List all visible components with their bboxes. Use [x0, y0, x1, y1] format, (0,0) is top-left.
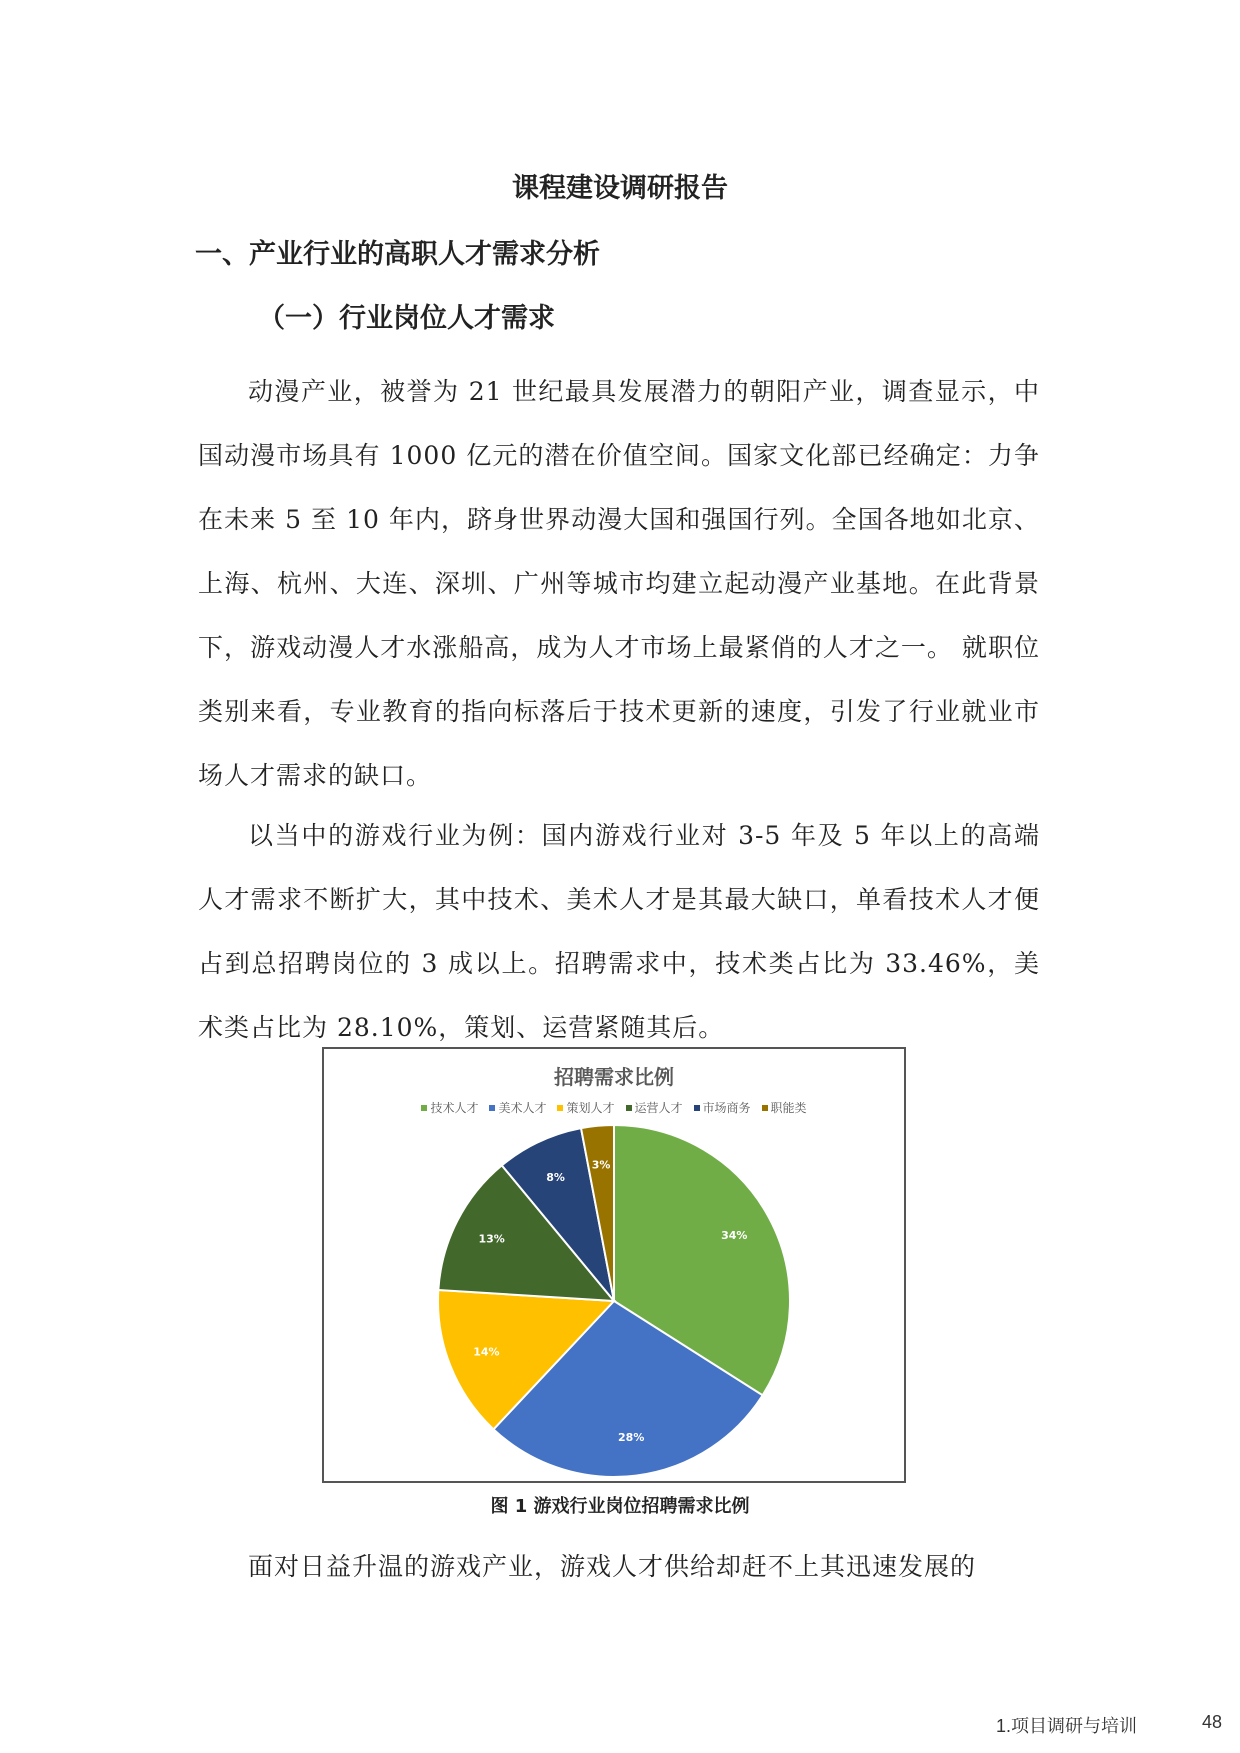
- slice-label: 3%: [591, 1158, 611, 1172]
- legend-label: 职能类: [770, 1101, 807, 1115]
- legend-label: 美术人才: [498, 1101, 547, 1115]
- slice-label: 34%: [721, 1228, 748, 1242]
- slice-label: 13%: [478, 1232, 505, 1246]
- page-number: 48: [1202, 1712, 1223, 1732]
- figure-caption: 图 1 游戏行业岗位招聘需求比例: [490, 1496, 750, 1517]
- slice-label: 8%: [546, 1170, 565, 1184]
- legend-label: 策划人才: [566, 1101, 615, 1115]
- chart-title: 招聘需求比例: [554, 1065, 674, 1089]
- subsection-heading: （一）行业岗位人才需求: [258, 303, 555, 334]
- body-paragraph-3: 面对日益升温的游戏产业，游戏人才供给却赶不上其迅速发展的: [248, 1552, 977, 1581]
- pie-chart-figure: [322, 1047, 906, 1483]
- section-heading: 一、产业行业的高职人才需求分析: [195, 239, 600, 270]
- footer-section-label: 1.项目调研与培训: [996, 1716, 1138, 1736]
- legend-label: 技术人才: [430, 1101, 479, 1115]
- slice-label: 28%: [618, 1431, 645, 1445]
- document-title: 课程建设调研报告: [512, 173, 728, 204]
- body-paragraph-2: 以当中的游戏行业为例：国内游戏行业对 3-5 年及 5 年以上的高端人才需求不断扩大，其中技术、美术人才是其最大缺口，单看技术人才便占到总招聘岗位的 3 成以上。招聘需求中，技术类占比为 33.46%，美术类占比为 28.10%，策划、运营紧随其后。: [198, 821, 1040, 1042]
- slice-label: 14%: [473, 1345, 500, 1359]
- legend-label: 市场商务: [702, 1101, 751, 1115]
- body-paragraph-1: 动漫产业，被誉为 21 世纪最具发展潜力的朝阳产业，调查显示，中国动漫市场具有 1000 亿元的潜在价值空间。国家文化部已经确定：力争在未来 5 至 10 年内，跻身世界动漫大国和强国行列。全国各地如北京、上海、杭州、大连、深圳、广州等城市均建立起动漫产业基地。在此背景下，游戏动漫人才水涨船高，成为人才市场上最紧俏的人才之一。 就职位类别来看，专业教育的指向标落后于技术更新的速度，引发了行业就业市场人才需求的缺口。: [198, 377, 1040, 790]
- pie-chart: [324, 1049, 904, 1481]
- legend-label: 运营人才: [634, 1101, 683, 1115]
